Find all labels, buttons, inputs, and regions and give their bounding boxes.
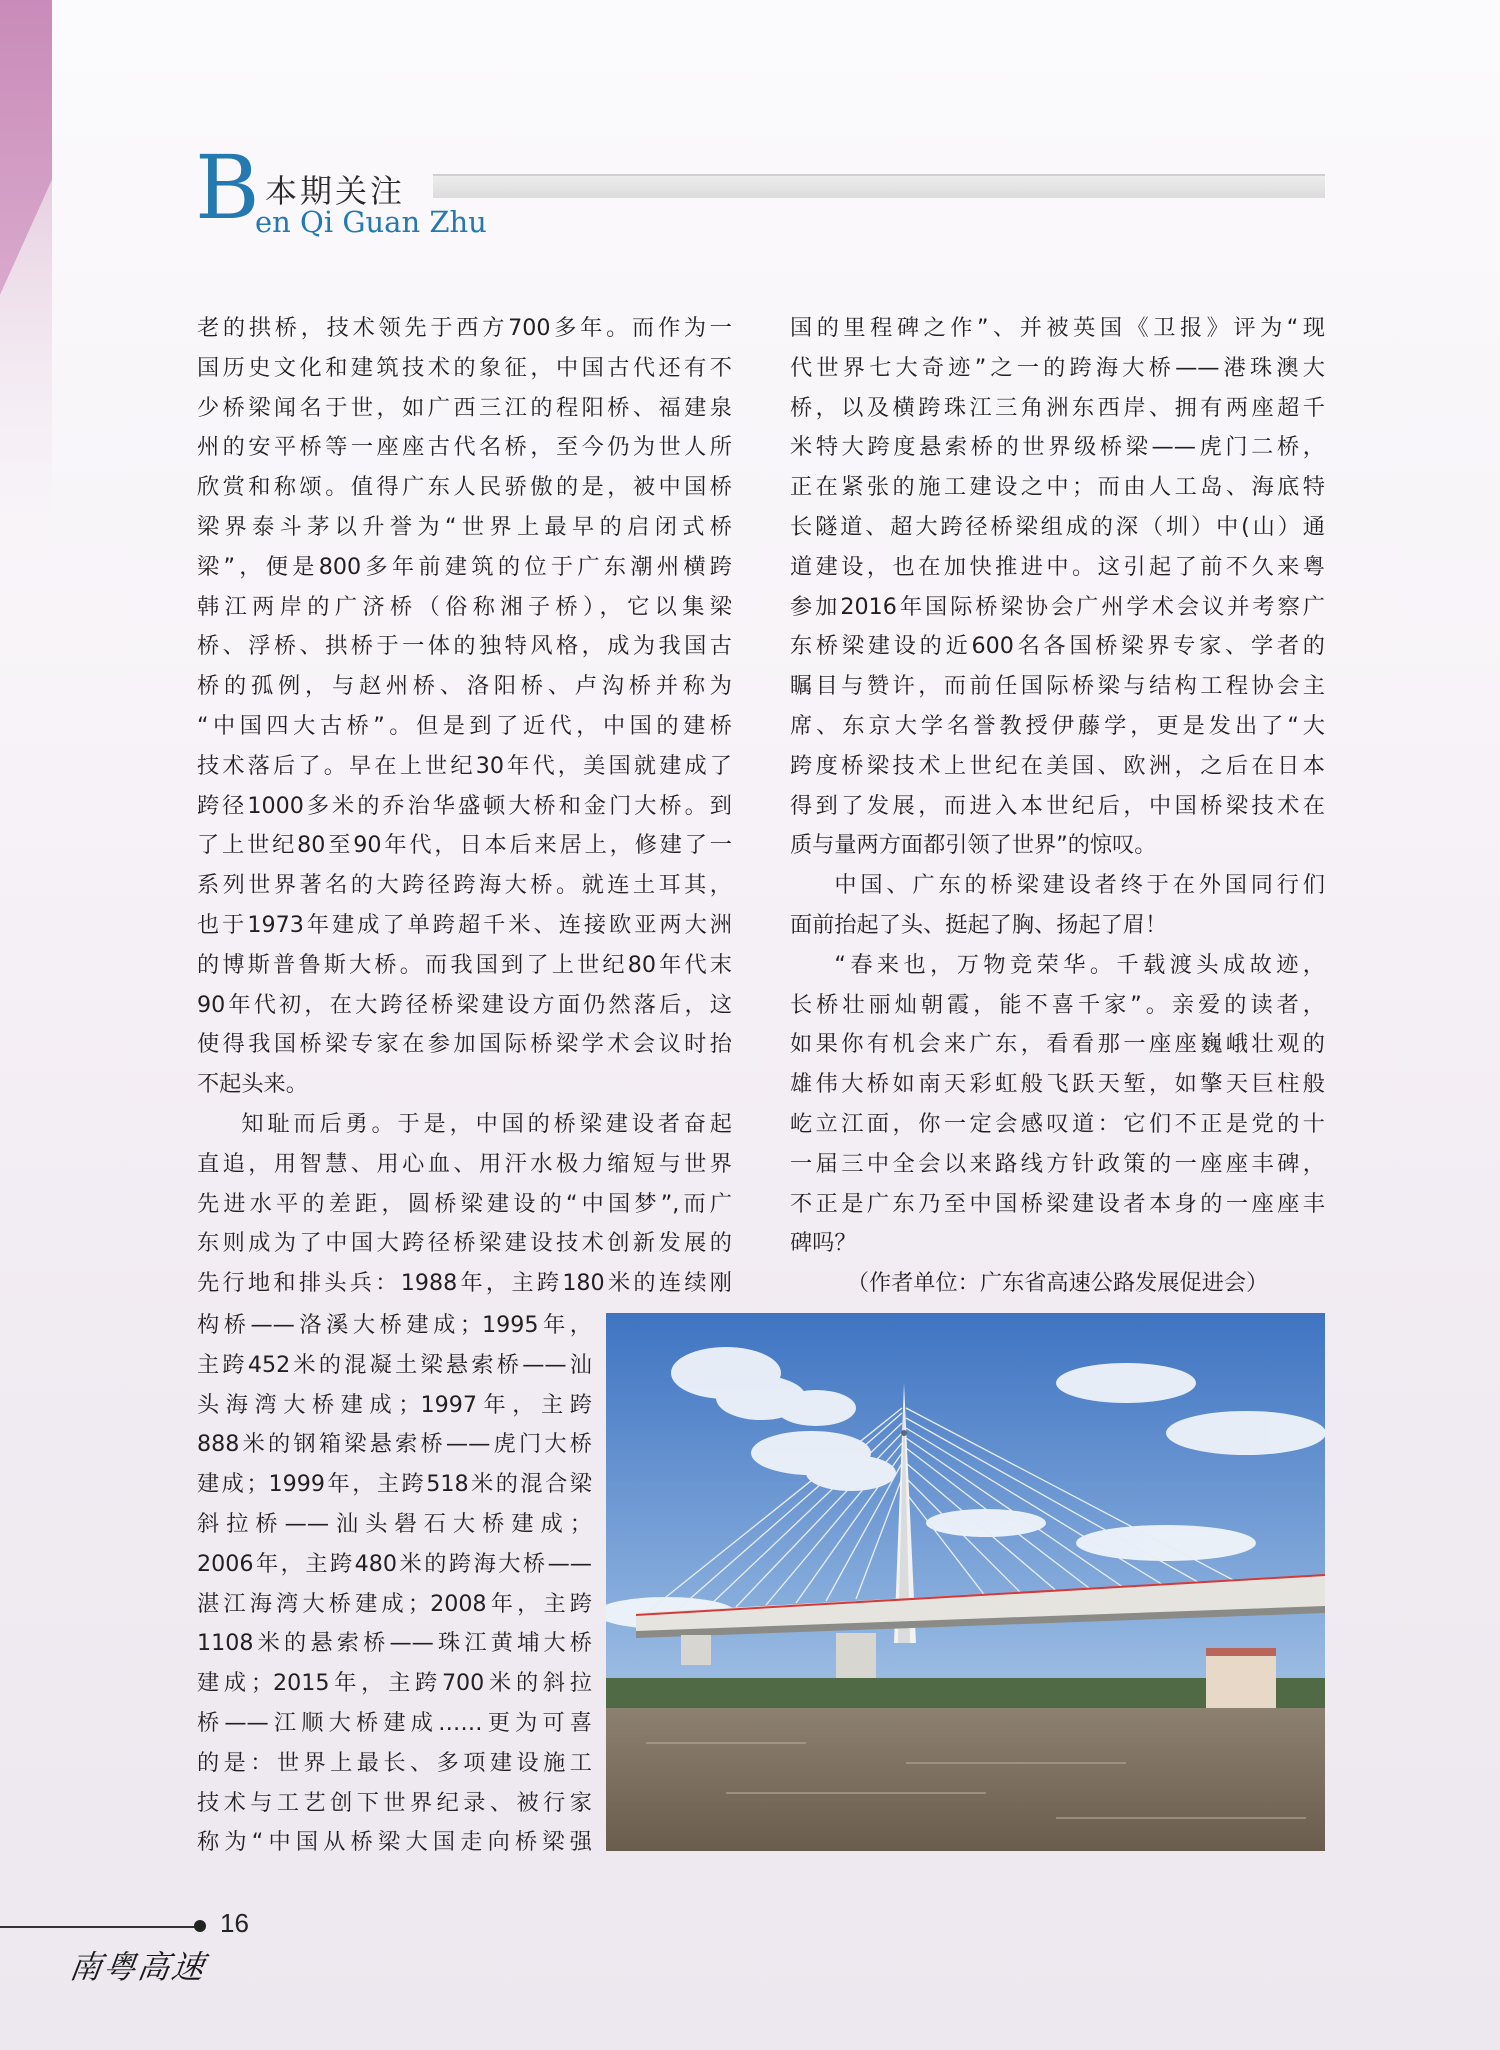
text-line: 米特大跨度悬索桥的世界级桥梁——虎门二桥， <box>790 434 1325 461</box>
section-initial: B <box>195 136 260 239</box>
text-line: 东则成为了中国大跨径桥梁建设技术创新发展的 <box>197 1230 732 1257</box>
section-title-cn: 本期关注 <box>265 172 406 210</box>
footer-bullet <box>194 1920 206 1932</box>
text-line: 跨度桥梁技术上世纪在美国、欧洲，之后在日本 <box>790 752 1325 779</box>
text-line: 头海湾大桥建成；1997年，主跨 <box>197 1391 592 1418</box>
text-line: 得到了发展，而进入本世纪后，中国桥梁技术在 <box>790 792 1325 819</box>
text-line: 雄伟大桥如南天彩虹般飞跃天堑，如擎天巨柱般 <box>790 1071 1325 1098</box>
page-number: 16 <box>220 1908 249 1938</box>
text-line: 先进水平的差距，圆桥梁建设的“中国梦”,而广 <box>197 1190 732 1217</box>
header-rule <box>433 174 1325 198</box>
text-line: 不起头来。 <box>197 1071 308 1098</box>
text-line: 90年代初，在大跨径桥梁建设方面仍然落后，这 <box>197 991 732 1018</box>
text-line: 不正是广东乃至中国桥梁建设者本身的一座座丰 <box>790 1190 1325 1217</box>
bridge-photo <box>606 1313 1325 1851</box>
text-line: 国的里程碑之作”、并被英国《卫报》评为“现 <box>790 315 1325 341</box>
magazine-logo: 南粤高速 <box>67 1948 209 1986</box>
text-line: 称为“中国从桥梁大国走向桥梁强 <box>197 1829 592 1856</box>
text-line: 斜拉桥——汕头礐石大桥建成； <box>197 1510 592 1537</box>
text-line: 桥、浮桥、拱桥于一体的独特风格，成为我国古 <box>197 633 732 660</box>
text-line: “春来也，万物竞荣华。千载渡头成故迹， <box>834 951 1325 978</box>
text-line: 州的安平桥等一座座古代名桥，至今仍为世人所 <box>197 434 732 461</box>
text-line: 质与量两方面都引领了世界”的惊叹。 <box>790 832 1157 859</box>
text-line: 老的拱桥，技术领先于西方700多年。而作为一 <box>197 315 732 341</box>
text-line: 技术落后了。早在上世纪30年代，美国就建成了 <box>197 752 732 779</box>
article-right-column <box>790 309 1325 1304</box>
text-line: “中国四大古桥”。但是到了近代，中国的建桥 <box>197 712 732 739</box>
text-line: 跨径1000多米的乔治华盛顿大桥和金门大桥。到 <box>197 792 732 819</box>
text-line: 欣赏和称颂。值得广东人民骄傲的是，被中国桥 <box>197 474 732 501</box>
text-line: 正在紧张的施工建设之中；而由人工岛、海底特 <box>790 474 1325 501</box>
text-line: 碑吗？ <box>790 1230 857 1257</box>
text-line: 如果你有机会来广东，看看那一座座巍峨壮观的 <box>790 1031 1325 1058</box>
text-line: 湛江海湾大桥建成；2008年，主跨 <box>197 1590 592 1617</box>
text-line: 技术与工艺创下世界纪录、被行家 <box>197 1789 592 1816</box>
text-line: 直追，用智慧、用心血、用汗水极力缩短与世界 <box>197 1150 732 1177</box>
text-line: 888米的钢箱梁悬索桥——虎门大桥 <box>197 1431 592 1458</box>
text-line: 瞩目与赞许，而前任国际桥梁与结构工程协会主 <box>790 673 1325 700</box>
article-left-column <box>197 309 732 1304</box>
text-line: 构桥——洛溪大桥建成；1995年， <box>197 1312 592 1338</box>
text-line: 知耻而后勇。于是，中国的桥梁建设者奋起 <box>241 1110 732 1137</box>
footer-rule <box>0 1926 200 1928</box>
text-line: 了上世纪80至90年代，日本后来居上，修建了一 <box>197 832 732 859</box>
text-line: 面前抬起了头、挺起了胸、扬起了眉！ <box>790 911 1168 938</box>
text-line: 长桥壮丽灿朝霞，能不喜千家”。亲爱的读者， <box>790 991 1325 1018</box>
text-line: 的是：世界上最长、多项建设施工 <box>197 1749 592 1776</box>
text-line: 屹立江面，你一定会感叹道：它们不正是党的十 <box>790 1110 1325 1137</box>
text-line: 一届三中全会以来路线方针政策的一座座丰碑， <box>790 1150 1325 1177</box>
text-line: 也于1973年建成了单跨超千米、连接欧亚两大洲 <box>197 911 732 938</box>
text-line: 桥，以及横跨珠江三角洲东西岸、拥有两座超千 <box>790 394 1325 421</box>
author-byline: （作者单位：广东省高速公路发展促进会） <box>846 1270 1269 1297</box>
text-line: 道建设，也在加快推进中。这引起了前不久来粤 <box>790 553 1325 580</box>
text-line: 建成；2015年，主跨700米的斜拉 <box>197 1670 592 1697</box>
text-line: 先行地和排头兵：1988年，主跨180米的连续刚 <box>197 1270 732 1297</box>
section-header <box>195 136 1325 239</box>
text-line: 1108米的悬索桥——珠江黄埔大桥 <box>197 1630 592 1657</box>
section-title-en: en Qi Guan Zhu <box>255 205 487 239</box>
text-line: 梁界泰斗茅以升誉为“世界上最早的启闭式桥 <box>197 513 732 540</box>
article-left-column-wrap <box>197 1306 592 1863</box>
text-line: 使得我国桥梁专家在参加国际桥梁学术会议时抬 <box>197 1031 732 1058</box>
text-line: 梁”，便是800多年前建筑的位于广东潮州横跨 <box>197 553 732 580</box>
text-line: 建成；1999年，主跨518米的混合梁 <box>197 1471 592 1498</box>
text-line: 主跨452米的混凝土梁悬索桥——汕 <box>197 1351 592 1378</box>
text-line: 长隧道、超大跨径桥梁组成的深（圳）中(山）通 <box>790 513 1325 540</box>
text-line: 席、东京大学名誉教授伊藤学，更是发出了“大 <box>790 712 1325 739</box>
text-line: 2006年，主跨480米的跨海大桥—— <box>197 1550 592 1577</box>
text-line: 的博斯普鲁斯大桥。而我国到了上世纪80年代末 <box>197 951 732 978</box>
text-line: 桥的孤例，与赵州桥、洛阳桥、卢沟桥并称为 <box>197 673 732 700</box>
text-line: 东桥梁建设的近600名各国桥梁界专家、学者的 <box>790 633 1325 660</box>
text-line: 代世界七大奇迹”之一的跨海大桥——港珠澳大 <box>790 354 1325 381</box>
text-line: 国历史文化和建筑技术的象征，中国古代还有不 <box>197 354 732 381</box>
text-line: 中国、广东的桥梁建设者终于在外国同行们 <box>834 872 1325 899</box>
text-line: 系列世界著名的大跨径跨海大桥。就连土耳其， <box>197 872 732 899</box>
text-line: 韩江两岸的广济桥（俗称湘子桥），它以集梁 <box>197 593 732 620</box>
text-line: 少桥梁闻名于世，如广西三江的程阳桥、福建泉 <box>197 394 732 421</box>
text-line: 参加2016年国际桥梁协会广州学术会议并考察广 <box>790 593 1325 620</box>
text-line: 桥——江顺大桥建成……更为可喜 <box>197 1709 592 1736</box>
